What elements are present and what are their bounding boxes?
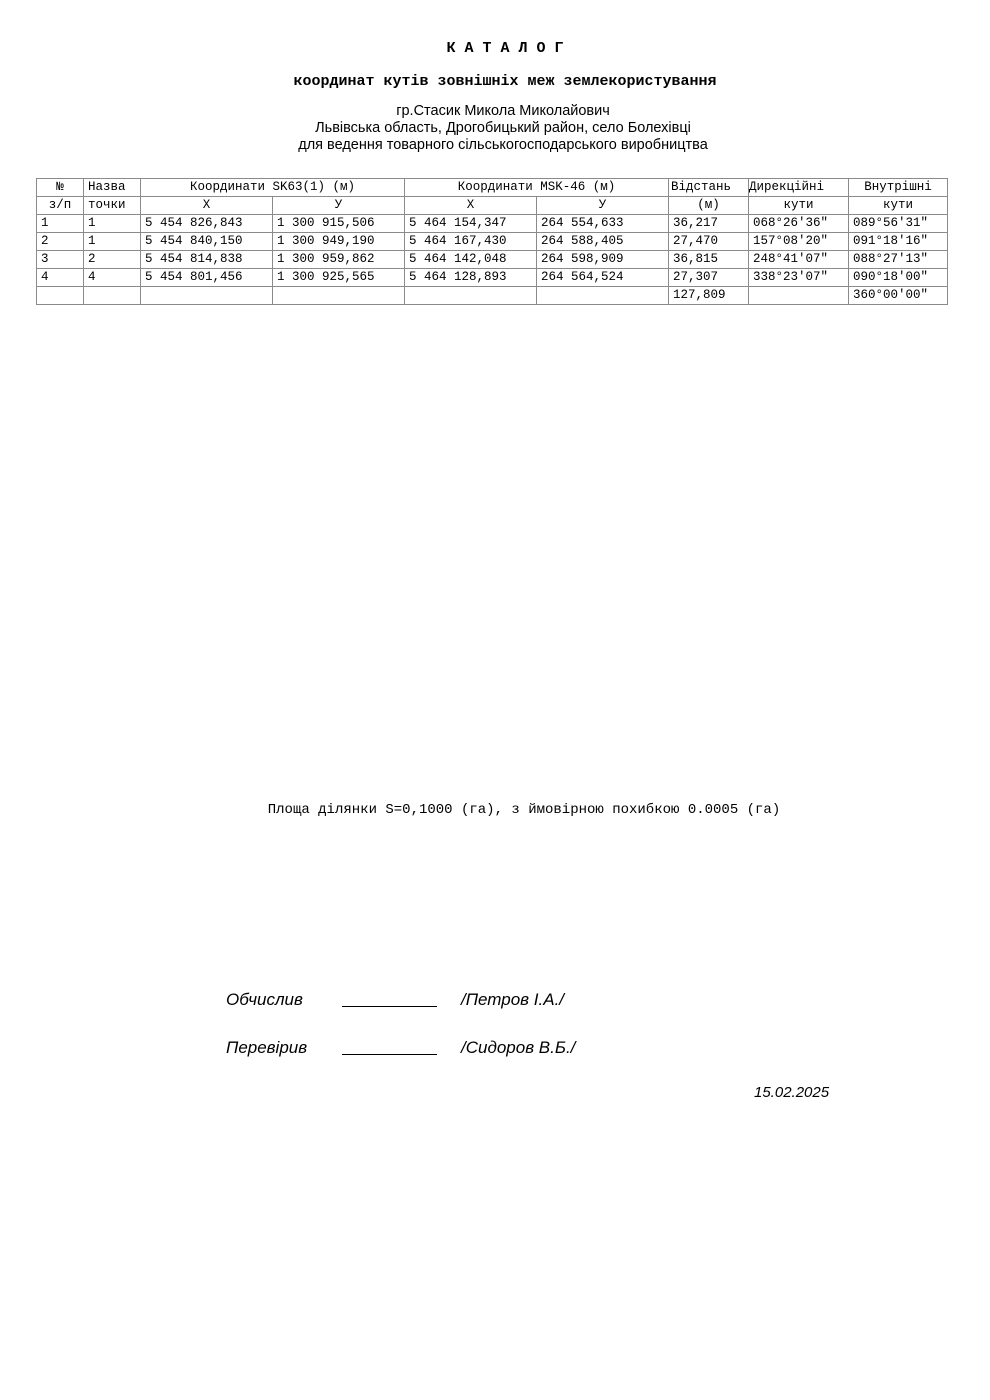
header-distance-unit: (м) (669, 197, 749, 215)
header-msk-y: У (537, 197, 669, 215)
total-distance: 127,809 (669, 287, 749, 305)
cell-dist: 36,815 (669, 251, 749, 269)
cell-msk-y: 264 564,524 (537, 269, 669, 287)
cell-msk-y: 264 598,909 (537, 251, 669, 269)
owner-name: гр.Стасик Микола Миколайович (396, 103, 610, 119)
cell-sk-x: 5 454 814,838 (141, 251, 273, 269)
total-empty (141, 287, 273, 305)
cell-sk-y: 1 300 915,506 (273, 215, 405, 233)
cell-msk-y: 264 554,633 (537, 215, 669, 233)
cell-int: 088°27'13" (849, 251, 948, 269)
header-internal: Внутрішні (849, 179, 948, 197)
coordinates-table (36, 178, 948, 305)
cell-sk-x: 5 454 826,843 (141, 215, 273, 233)
cell-dir: 068°26'36" (749, 215, 849, 233)
header-direction-sub: кути (749, 197, 849, 215)
cell-num: 3 (37, 251, 84, 269)
header-num-sub: з/п (37, 197, 84, 215)
header-sk63: Координати SK63(1) (м) (141, 179, 405, 197)
table-row (37, 251, 948, 269)
cell-sk-y: 1 300 959,862 (273, 251, 405, 269)
cell-sk-y: 1 300 949,190 (273, 233, 405, 251)
location: Львівська область, Дрогобицький район, село Болехівці (315, 120, 691, 136)
cell-msk-x: 5 464 167,430 (405, 233, 537, 251)
cell-dir: 338°23'07" (749, 269, 849, 287)
computed-signature-line (342, 1006, 437, 1007)
cell-sk-x: 5 454 801,456 (141, 269, 273, 287)
cell-dir: 248°41'07" (749, 251, 849, 269)
table-row (37, 215, 948, 233)
checked-name: /Сидоров В.Б./ (461, 1038, 576, 1057)
cell-name: 2 (84, 251, 141, 269)
table-total-row (37, 287, 948, 305)
table-subheader-row (37, 197, 948, 215)
area-text: Площа ділянки S=0,1000 (га), з ймовірною похибкою 0.0005 (га) (267, 802, 781, 818)
catalog-title: К А Т А Л О Г (446, 40, 564, 57)
cell-sk-y: 1 300 925,565 (273, 269, 405, 287)
cell-msk-x: 5 464 154,347 (405, 215, 537, 233)
cell-dist: 36,217 (669, 215, 749, 233)
header-msk-x: X (405, 197, 537, 215)
cell-int: 090°18'00" (849, 269, 948, 287)
cell-sk-x: 5 454 840,150 (141, 233, 273, 251)
cell-num: 4 (37, 269, 84, 287)
checked-label: Перевірив (226, 1038, 308, 1057)
cell-dist: 27,470 (669, 233, 749, 251)
total-internal-angle: 360°00'00" (849, 287, 948, 305)
cell-int: 089°56'31" (849, 215, 948, 233)
total-empty (273, 287, 405, 305)
table-row (37, 269, 948, 287)
catalog-subtitle: координат кутів зовнішніх меж землекористування (293, 73, 717, 90)
total-empty (749, 287, 849, 305)
cell-msk-y: 264 588,405 (537, 233, 669, 251)
cell-dist: 27,307 (669, 269, 749, 287)
header-sk-x: X (141, 197, 273, 215)
table-header-row (37, 179, 948, 197)
computed-label: Обчислив (226, 990, 303, 1009)
document-date: 15.02.2025 (754, 1084, 830, 1101)
total-empty (37, 287, 84, 305)
header-sk-y: У (273, 197, 405, 215)
total-empty (84, 287, 141, 305)
cell-name: 4 (84, 269, 141, 287)
header-internal-sub: кути (849, 197, 948, 215)
total-empty (405, 287, 537, 305)
cell-msk-x: 5 464 142,048 (405, 251, 537, 269)
checked-signature-line (342, 1054, 437, 1055)
cell-name: 1 (84, 215, 141, 233)
header-msk46: Координати MSK-46 (м) (405, 179, 669, 197)
cell-num: 1 (37, 215, 84, 233)
cell-int: 091°18'16" (849, 233, 948, 251)
table-row (37, 233, 948, 251)
cell-num: 2 (37, 233, 84, 251)
cell-dir: 157°08'20" (749, 233, 849, 251)
header-num: № (37, 179, 84, 197)
header-distance: Відстань (669, 179, 749, 197)
header-name-sub: точки (84, 197, 141, 215)
purpose: для ведення товарного сільськогосподарського виробництва (298, 137, 708, 153)
header-direction: Дирекційні (749, 179, 849, 197)
total-empty (537, 287, 669, 305)
cell-name: 1 (84, 233, 141, 251)
header-name: Назва (84, 179, 141, 197)
cell-msk-x: 5 464 128,893 (405, 269, 537, 287)
computed-name: /Петров І.А./ (461, 990, 565, 1009)
